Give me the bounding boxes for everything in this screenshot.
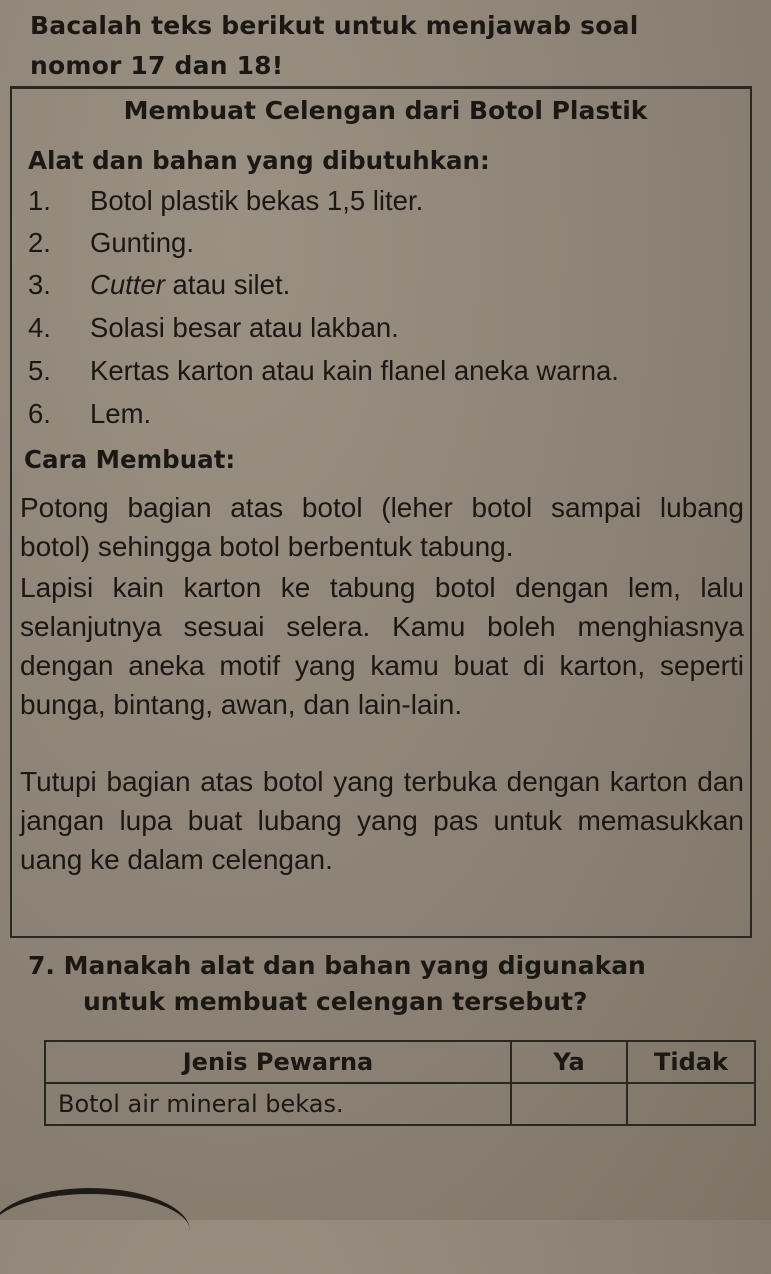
tool-number: 5.: [28, 355, 51, 386]
steps-heading: Cara Membuat:: [24, 445, 236, 474]
instruction-line-2: nomor 17 dan 18!: [30, 51, 284, 80]
row-item-label: Botol air mineral bekas.: [45, 1083, 511, 1125]
tool-item: [28, 269, 290, 301]
question-7: [28, 948, 768, 1020]
question-line-2: untuk membuat celengan tersebut?: [83, 987, 588, 1016]
tool-text: Kertas karton atau kain flanel aneka warna.: [90, 355, 619, 386]
tool-item: [28, 398, 151, 430]
tool-number: 3.: [28, 269, 51, 300]
tool-number: 1.: [28, 185, 51, 216]
tool-text: Gunting.: [90, 227, 194, 258]
tool-text: atau silet.: [164, 269, 291, 300]
reading-instruction: [30, 6, 770, 86]
step-paragraph-3: Tutupi bagian atas botol yang terbuka dengan karton dan jangan lupa buat lubang yang pas untuk memasukkan uang ke dalam celengan.: [20, 766, 744, 875]
checkbox-tidak-cell[interactable]: [627, 1083, 755, 1125]
tool-number: 2.: [28, 227, 51, 258]
answer-table: [44, 1040, 756, 1126]
question-line-1: 7. Manakah alat dan bahan yang digunakan: [28, 951, 646, 980]
header-tidak: Tidak: [627, 1041, 755, 1083]
tool-number: 6.: [28, 398, 51, 429]
tool-number: 4.: [28, 312, 51, 343]
header-ya: Ya: [511, 1041, 627, 1083]
instruction-line-1: Bacalah teks berikut untuk menjawab soal: [30, 11, 639, 40]
header-jenis-pewarna: Jenis Pewarna: [45, 1041, 511, 1083]
checkbox-ya-cell[interactable]: [511, 1083, 627, 1125]
tool-text-italic: Cutter: [90, 269, 165, 300]
tools-heading: Alat dan bahan yang dibutuhkan:: [28, 146, 490, 175]
tool-item: [28, 227, 194, 259]
page-edge-shadow: [0, 1188, 190, 1274]
table-row: [45, 1083, 755, 1125]
tool-text: Lem.: [90, 398, 152, 429]
step-paragraph-1: Potong bagian atas botol (leher botol sampai lubang botol) sehingga botol berbentuk tabung.: [20, 492, 744, 562]
tool-text: Botol plastik bekas 1,5 liter.: [90, 185, 424, 216]
tool-item: [28, 312, 399, 344]
table-header-row: [45, 1041, 755, 1083]
tool-item: [28, 355, 619, 387]
tool-item: [28, 185, 423, 217]
step-paragraph-2: Lapisi kain karton ke tabung botol dengan lem, lalu selanjutnya sesuai selera. Kamu boleh menghiasnya dengan aneka motif yang kamu buat di karton, seperti bunga, bintang, awan, dan lain-lain.: [20, 572, 744, 720]
tool-text: Solasi besar atau lakban.: [90, 312, 399, 343]
text-title: Membuat Celengan dari Botol Plastik: [123, 96, 648, 125]
